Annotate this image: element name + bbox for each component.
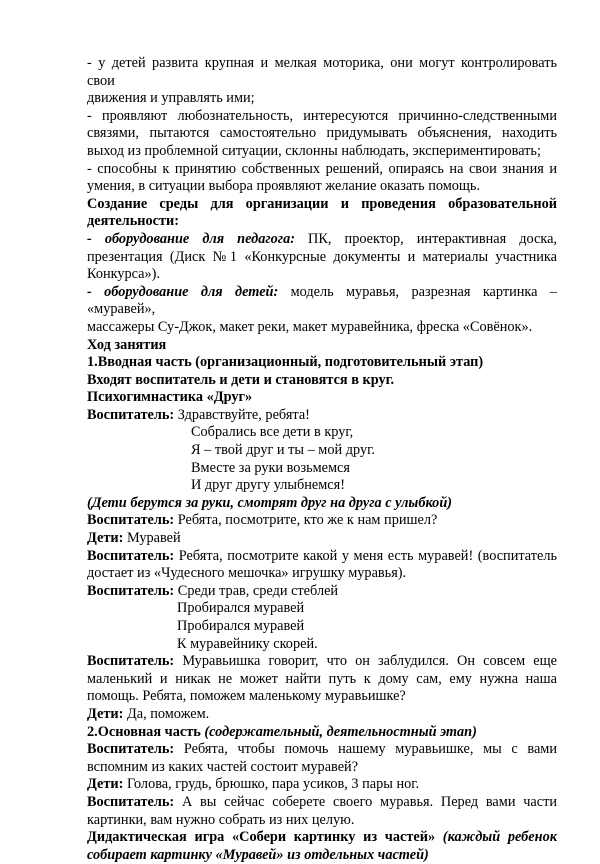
dialogue-line [87,565,557,583]
text-line: И друг другу улыбнемся! [191,477,345,494]
dialogue-line [87,512,557,530]
section-heading [87,213,557,231]
paragraph [87,266,557,284]
text-line: презентация (Диск №1 «Конкурсные документы и материалы участника [87,248,557,265]
text-line: Муравей [123,530,181,547]
text-line: Муравьишка говорит, что он заблудился. Он совсем еще [174,653,557,670]
label: - оборудование для педагога: [87,230,295,247]
speaker-label: Воспитатель: [87,406,175,423]
label: - оборудование для детей: [87,283,279,300]
stage-note [87,495,557,513]
text-line: (каждый ребенок [435,829,557,846]
speaker-label: Дети: [87,530,124,547]
text-line: - проявляют любознательность, интересуются причинно-следственными [87,107,557,124]
section-heading [87,389,557,407]
paragraph [87,161,557,179]
speaker-label: Воспитатель: [87,547,175,564]
poem-line [87,477,557,495]
text-line: 1.Вводная часть (организационный, подготовительный этап) [87,354,484,371]
speaker-label: Воспитатель: [87,741,175,758]
text-line: Конкурса»). [87,266,161,283]
text-line: картинки, вам нужно собрать из них целую. [87,811,355,828]
paragraph [87,108,557,126]
paragraph [87,143,557,161]
text-line: ПК, проектор, интерактивная доска, [294,230,557,247]
dialogue-line [87,653,557,671]
dialogue-line [87,407,557,425]
paragraph [87,55,557,90]
text-line: Вместе за руки возьмемся [191,459,350,476]
dialogue-line [87,548,557,566]
text-line: (содержательный, деятельностный этап) [200,723,477,740]
text-line: - способны к принятию собственных решений, опираясь на свои знания и [87,160,557,177]
text-line: К муравейнику скорей. [177,635,318,652]
poem-line [87,460,557,478]
document-page [87,55,557,864]
paragraph [87,231,557,249]
text-line: Ребята, посмотрите, кто же к нам пришел? [174,512,438,529]
text-line: (Дети берутся за руки, смотрят друг на друга с улыбкой) [87,494,453,511]
poem-line [87,636,557,654]
text-line: помощь. Ребята, поможем маленькому муравьишке? [87,688,406,705]
dialogue-line [87,706,557,724]
text-line: Создание среды для организации и проведения образовательной [87,195,557,212]
speaker-label: Воспитатель: [87,653,175,670]
paragraph [87,125,557,143]
section-heading [87,354,557,372]
text-line: вспомним из каких частей состоит муравей? [87,758,359,775]
text-line: массажеры Су-Джок, макет реки, макет муравейника, фреска «Совёнок». [87,318,533,335]
text-line: маленький и никак не может найти путь к дому сам, ему нужна наша [87,670,557,687]
dialogue-line [87,671,557,689]
speaker-label: Дети: [87,776,124,793]
speaker-label: Воспитатель: [87,793,175,810]
text-line: Пробирался муравей [177,600,305,617]
text-line: выход из проблемной ситуации, склонны наблюдать, экспериментировать; [87,142,541,159]
text-line: Входят воспитатель и дети и становятся в круг. [87,371,395,388]
section-heading [87,829,557,847]
text-line: Ход занятия [87,336,167,353]
dialogue-line [87,794,557,812]
paragraph [87,178,557,196]
text-line: Пробирался муравей [177,618,305,634]
text-line: связями, пытаются самостоятельно придумывать объяснения, находить [87,125,557,142]
text-line: деятельности: [87,213,180,230]
poem-line [87,442,557,460]
text-line: Голова, грудь, брюшко, пара усиков, 3 пары ног. [123,776,420,793]
paragraph [87,249,557,267]
text-line: Да, поможем. [123,705,210,722]
text-line: Ребята, посмотрите какой у меня есть муравей! (воспитатель [174,547,557,564]
speaker-label: Дети: [87,705,124,722]
dialogue-line [87,530,557,548]
speaker-label: Воспитатель: [87,512,175,529]
text-line: Психогимнастика «Друг» [87,389,253,406]
text-line: Дидактическая игра «Собери картинку из частей» [87,829,436,846]
stage-note [87,847,557,864]
dialogue-line [87,583,557,601]
speaker-label: Воспитатель: [87,582,175,599]
paragraph [87,319,557,337]
paragraph [87,90,557,108]
text-line: А вы сейчас соберете своего муравья. Перед вами части [174,793,557,810]
paragraph [87,284,557,319]
dialogue-line [87,812,557,830]
section-heading [87,337,557,355]
text-line: Я – твой друг и ты – мой друг. [191,442,375,459]
dialogue-line [87,759,557,777]
dialogue-line [87,776,557,794]
dialogue-line [87,741,557,759]
text-line: - у детей развита крупная и мелкая моторика, они могут контролировать свои [87,55,557,89]
text-line: достает из «Чудесного мешочка» игрушку муравья). [87,565,407,582]
section-heading [87,724,557,742]
text-line: движения и управлять ими; [87,90,255,107]
dialogue-line [87,688,557,706]
paragraph [87,372,557,390]
text-line: Здравствуйте, ребята! [174,406,310,423]
poem-line [87,618,557,636]
text-line: 2.Основная часть [87,723,201,740]
text-line: Среди трав, среди стеблей [174,582,339,599]
poem-line [87,600,557,618]
text-line: Ребята, чтобы помочь нашему муравьишке, мы с вами [174,741,557,758]
text-line: умения, в ситуации выбора проявляют желание оказать помощь. [87,178,481,195]
text-line: модель муравья, разрезная картинка – «муравей», [87,283,557,318]
section-heading [87,196,557,214]
text-line: собирает картинку «Муравей» из отдельных частей) [87,846,429,863]
poem-line [87,424,557,442]
text-line: Собрались все дети в круг, [191,424,354,441]
